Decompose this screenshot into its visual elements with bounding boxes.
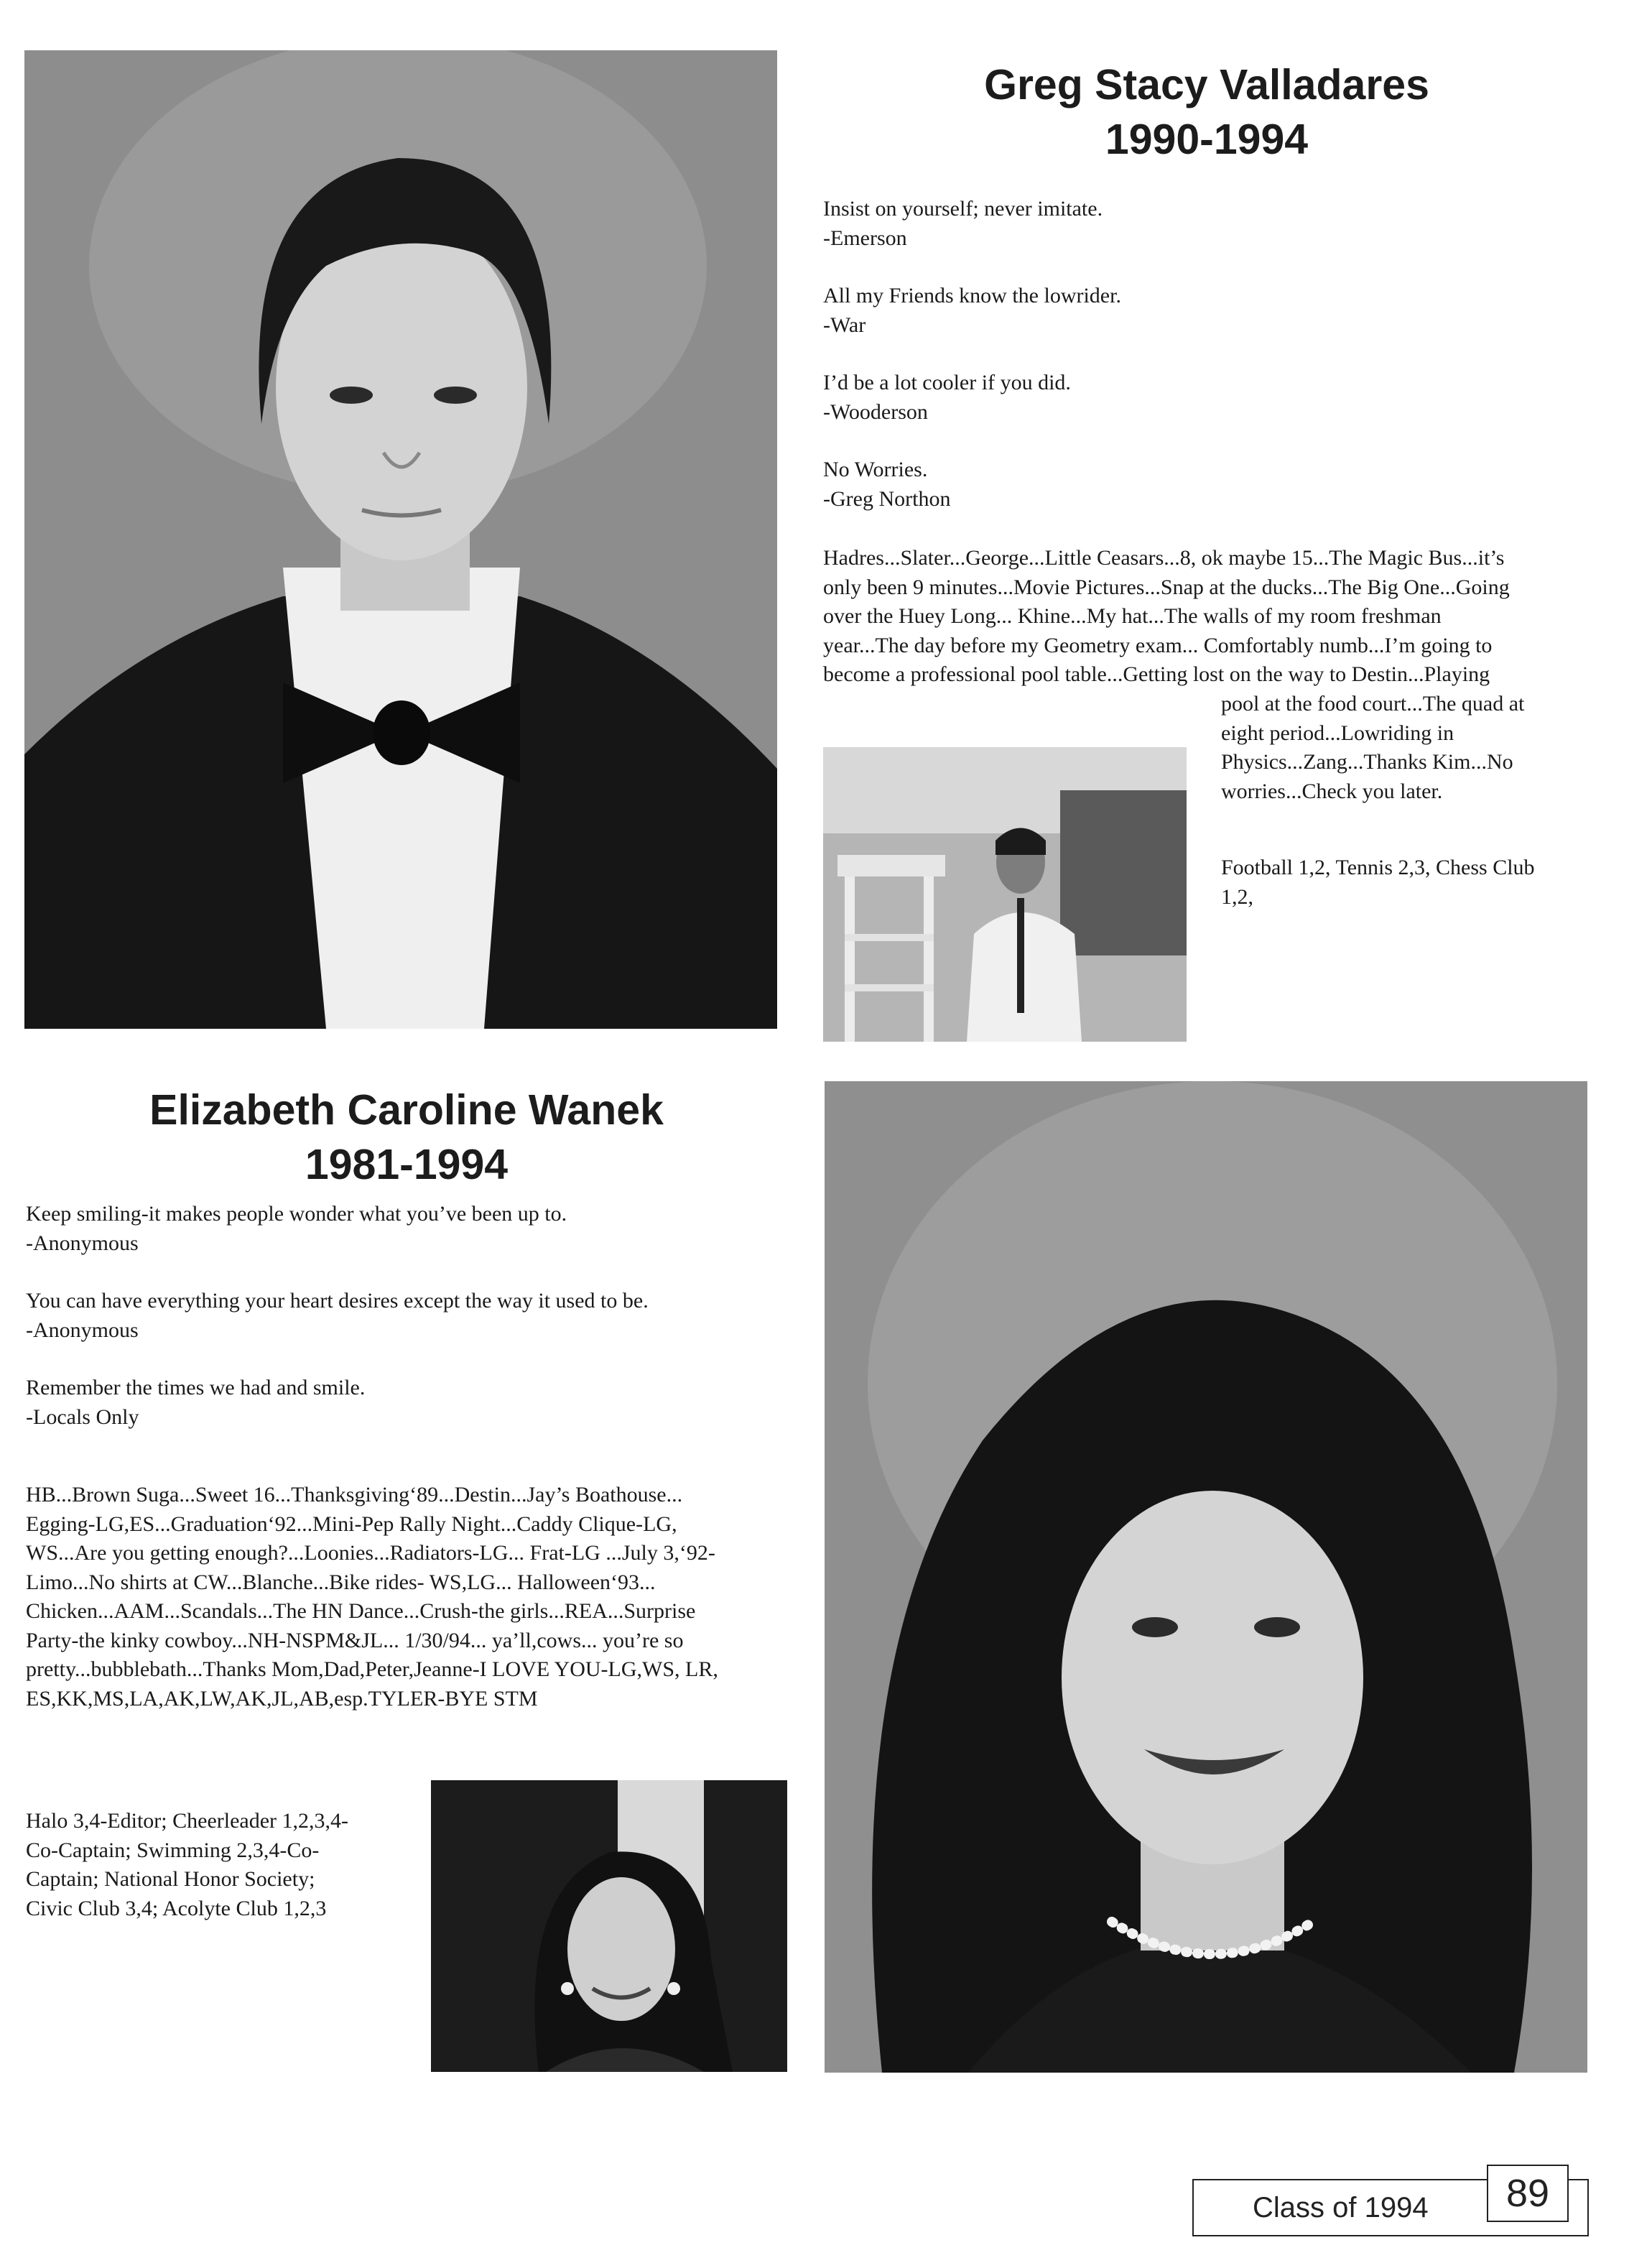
memories-line: ES,KK,MS,LA,AK,LW,AK,JL,AB,esp.TYLER-BYE STM: [26, 1686, 538, 1711]
quote: [26, 1200, 802, 1258]
student-name: Elizabeth Caroline Wanek: [149, 1086, 664, 1134]
memories-line: HB...Brown Suga...Sweet 16...Thanksgiving‘89...Destin...Jay’s Boathouse...: [26, 1483, 683, 1507]
quote-author: -Anonymous: [26, 1318, 139, 1342]
quotes-section: [26, 1200, 802, 1461]
quotes-section: [823, 195, 1577, 542]
quote-text: Remember the times we had and smile.: [26, 1376, 366, 1399]
activities-line: 1,2,: [1221, 884, 1253, 909]
quote: [823, 455, 1577, 514]
memories-line: year...The day before my Geometry exam... Comfortably numb...I’m going to: [823, 633, 1493, 657]
quote-text: I’d be a lot cooler if you did.: [823, 371, 1071, 394]
student-years: 1990-1994: [1105, 116, 1309, 163]
quote-author: -Emerson: [823, 226, 907, 250]
quote: [823, 282, 1577, 340]
memories-line: Hadres...Slater...George...Little Ceasars...8, ok maybe 15...The Magic Bus...it’s: [823, 546, 1505, 570]
activities-line: Football 1,2, Tennis 2,3, Chess Club: [1221, 856, 1535, 879]
quote: [26, 1287, 802, 1345]
quote-author: -Locals Only: [26, 1404, 139, 1429]
student-name: Greg Stacy Valladares: [984, 61, 1429, 108]
portrait-photo-greg: [24, 50, 777, 1029]
memories-line: Egging-LG,ES...Graduation‘92...Mini-Pep Rally Night...Caddy Clique-LG,: [26, 1512, 677, 1536]
footer-label: Class of 1994: [1253, 2191, 1429, 2223]
page-number: 89: [1487, 2165, 1569, 2222]
quote: [26, 1374, 802, 1432]
candid-photo-greg: [823, 747, 1187, 1042]
activities-text: [26, 1807, 414, 1923]
memories-line: only been 9 minutes...Movie Pictures...Snap at the ducks...The Big One...Going: [823, 575, 1510, 599]
memories-line: WS...Are you getting enough?...Loonies...Radiators-LG... Frat-LG ...July 3,‘92-: [26, 1541, 715, 1565]
quote-text: You can have everything your heart desires except the way it used to be.: [26, 1289, 649, 1313]
quote-text: Insist on yourself; never imitate.: [823, 197, 1103, 221]
activities-line: Halo 3,4-Editor; Cheerleader 1,2,3,4-: [26, 1809, 349, 1833]
quote-text: Keep smiling-it makes people wonder what you’ve been up to.: [26, 1202, 567, 1226]
memories-line: pool at the food court...The quad at: [1221, 692, 1525, 716]
memories-line: Physics...Zang...Thanks Kim...No: [1221, 750, 1513, 774]
quote-author: -Wooderson: [823, 399, 928, 424]
memories-text-wrap: [1221, 690, 1580, 806]
quote-author: -Anonymous: [26, 1231, 139, 1255]
quote-text: All my Friends know the lowrider.: [823, 284, 1121, 307]
activities-text: [1221, 853, 1580, 912]
quote-author: -Greg Northon: [823, 486, 951, 511]
quote-text: No Worries.: [823, 458, 928, 481]
portrait-photo-elizabeth: [825, 1081, 1587, 2073]
memories-line: Party-the kinky cowboy...NH-NSPM&JL... 1/30/94... ya’ll,cows... you’re so: [26, 1628, 684, 1652]
memories-line: pretty...bubblebath...Thanks Mom,Dad,Peter,Jeanne-I LOVE YOU-LG,WS, LR,: [26, 1657, 718, 1681]
memories-text: [26, 1481, 802, 1713]
memories-line: worries...Check you later.: [1221, 779, 1443, 803]
memories-line: eight period...Lowriding in: [1221, 721, 1454, 745]
memories-line: Limo...No shirts at CW...Blanche...Bike rides- WS,LG... Halloween‘93...: [26, 1570, 656, 1594]
memories-line: become a professional pool table...Getting lost on the way to Destin...Playing: [823, 662, 1490, 686]
quote-author: -War: [823, 313, 866, 337]
memories-line: over the Huey Long... Khine...My hat...The walls of my room freshman: [823, 604, 1442, 628]
candid-photo-elizabeth: [431, 1780, 787, 2072]
quote: [823, 195, 1577, 253]
memories-line: Chicken...AAM...Scandals...The HN Dance...Crush-the girls...REA...Surprise: [26, 1599, 696, 1623]
student-years: 1981-1994: [305, 1141, 509, 1188]
activities-line: Civic Club 3,4; Acolyte Club 1,2,3: [26, 1896, 327, 1920]
activities-line: Co-Captain; Swimming 2,3,4-Co-: [26, 1838, 320, 1862]
activities-line: Captain; National Honor Society;: [26, 1867, 315, 1891]
quote: [823, 369, 1577, 427]
memories-text: [823, 544, 1577, 690]
